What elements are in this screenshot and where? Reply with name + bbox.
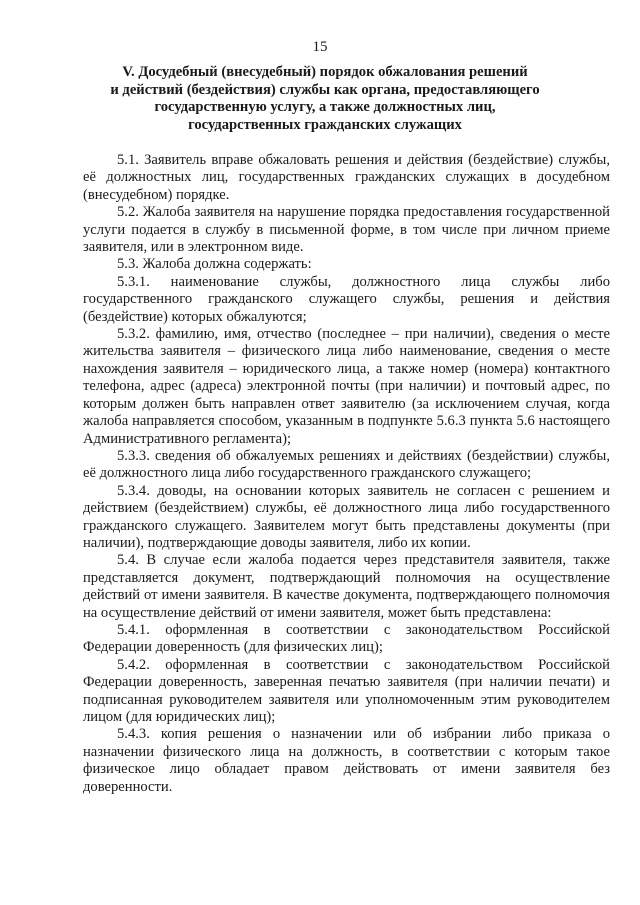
document-body (83, 152, 610, 796)
paragraph-5-2: 5.2. Жалоба заявителя на нарушение порядка предоставления государственной услуги подается в службу в письменной форме, в том числе при личном приеме заявителя, или в электронном виде. (83, 204, 610, 256)
section-title-line: государственных гражданских служащих (188, 116, 462, 133)
paragraph-5-3-1: 5.3.1. наименование службы, должностного лица службы либо государственного гражданского служащего службы, решения и действия (бездействие) которых обжалуются; (83, 273, 610, 325)
paragraph-5-3-3: 5.3.3. сведения об обжалуемых решениях и действиях (бездействии) службы, её должностного лица либо государственного гражданского служащего; (83, 447, 610, 482)
paragraph-5-4: 5.4. В случае если жалоба подается через представителя заявителя, также представляется документ, подтверждающий полномочия на осуществление действий от имени заявителя. В качестве документа, подтверждающего полномочия на осуществление действий от имени заявителя, может быть представлена: (83, 552, 610, 621)
section-title-line: государственную услугу, а также должностных лиц, (154, 99, 496, 115)
section-title-line: V. Досудебный (внесудебный) порядок обжалования решений (122, 64, 528, 80)
paragraph-5-3-4: 5.3.4. доводы, на основании которых заявитель не согласен с решением и действием (бездействием) службы, её должностного лица либо государственного гражданского служащего. Заявителем могут быть представлены документы (при наличии), подтверждающие доводы заявителя, либо их копии. (83, 482, 610, 551)
paragraph-5-3-2: 5.3.2. фамилию, имя, отчество (последнее – при наличии), сведения о месте жительства заявителя – физического лица либо наименование, сведения о месте нахождения заявителя – юридического лица, а также номер (номера) контактного телефона, адрес (адреса) электронной почты (при наличии) и почтовый адрес, по которым должен быть направлен ответ заявителю (за исключением случая, когда жалоба направляется способом, указанным в подпункте 5.6.3 пункта 5.6 настоящего Административного регламента); (83, 326, 610, 447)
page-number: 15 (312, 39, 328, 55)
paragraph-5-4-1: 5.4.1. оформленная в соответствии с законодательством Российской Федерации доверенность (для физических лиц); (83, 621, 610, 656)
section-title (100, 64, 550, 134)
paragraph-5-3: 5.3. Жалоба должна содержать: (117, 256, 312, 273)
paragraph-5-4-3: 5.4.3. копия решения о назначении или об избрании либо приказа о назначении физического лица на должность, в соответствии с которым такое физическое лицо обладает правом действовать от имени заявителя без доверенности. (83, 726, 610, 795)
paragraph-5-4-2: 5.4.2. оформленная в соответствии с законодательством Российской Федерации доверенность, заверенная печатью заявителя (при наличии печати) и подписанная руководителем заявителя или уполномоченным этим руководителем лицом (для юридических лиц); (83, 656, 610, 725)
section-title-line: и действий (бездействия) службы как органа, предоставляющего (110, 81, 540, 98)
paragraph-5-1: 5.1. Заявитель вправе обжаловать решения и действия (бездействие) службы, её должностных лиц, государственных гражданских служащих в досудебном (внесудебном) порядке. (83, 152, 610, 203)
